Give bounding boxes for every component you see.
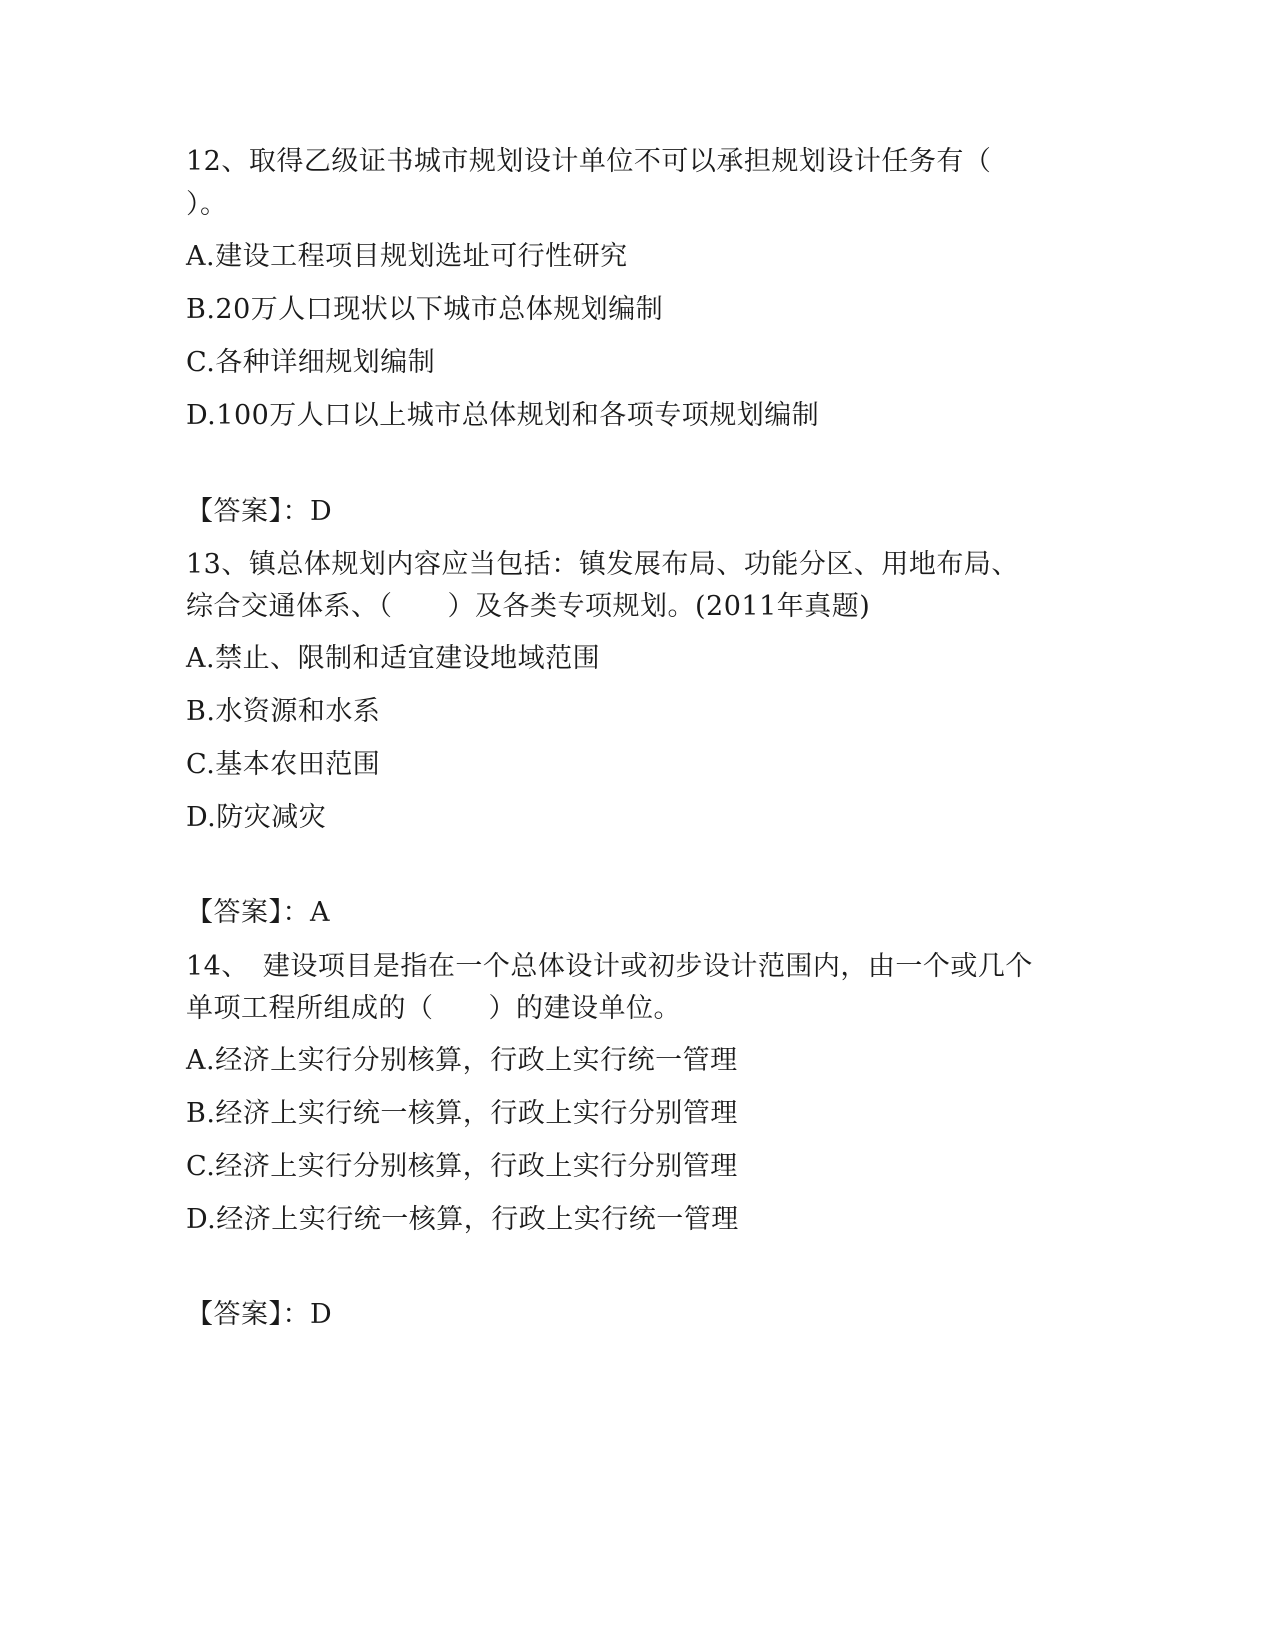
question-14-option-c: C.经济上实行分别核算，行政上实行分别管理 [186, 1151, 738, 1182]
question-12-answer: 【答案】：D [186, 496, 333, 527]
question-13-option-c: C.基本农田范围 [186, 749, 381, 780]
question-12-option-a: A.建设工程项目规划选址可行性研究 [186, 241, 628, 272]
question-13-stem-line2: 综合交通体系、（ ）及各类专项规划。(2011年真题) [186, 591, 871, 622]
question-13-option-a: A.禁止、限制和适宜建设地域范围 [186, 643, 601, 674]
question-13-option-b: B.水资源和水系 [186, 696, 381, 727]
question-12-stem-line2: ）。 [186, 189, 228, 220]
question-14-option-d: D.经济上实行统一核算，行政上实行统一管理 [186, 1204, 739, 1235]
question-12-option-b: B.20万人口现状以下城市总体规划编制 [186, 294, 664, 325]
question-14-answer: 【答案】：D [186, 1299, 333, 1330]
question-14-option-b: B.经济上实行统一核算，行政上实行分别管理 [186, 1098, 738, 1129]
question-14-option-a: A.经济上实行分别核算，行政上实行统一管理 [186, 1045, 738, 1076]
question-14-stem-line1: 14、 建设项目是指在一个总体设计或初步设计范围内，由一个或几个 [186, 951, 1033, 982]
question-14-stem-line2: 单项工程所组成的（ ）的建设单位。 [186, 993, 681, 1024]
question-13-stem-line1: 13、镇总体规划内容应当包括：镇发展布局、功能分区、用地布局、 [186, 549, 1019, 580]
question-12-stem-line1: 12、取得乙级证书城市规划设计单位不可以承担规划设计任务有（ [186, 146, 992, 177]
question-13-answer: 【答案】：A [186, 897, 330, 928]
question-12-option-c: C.各种详细规划编制 [186, 347, 436, 378]
question-12-option-d: D.100万人口以上城市总体规划和各项专项规划编制 [186, 400, 820, 431]
question-13-option-d: D.防灾减灾 [186, 802, 327, 833]
